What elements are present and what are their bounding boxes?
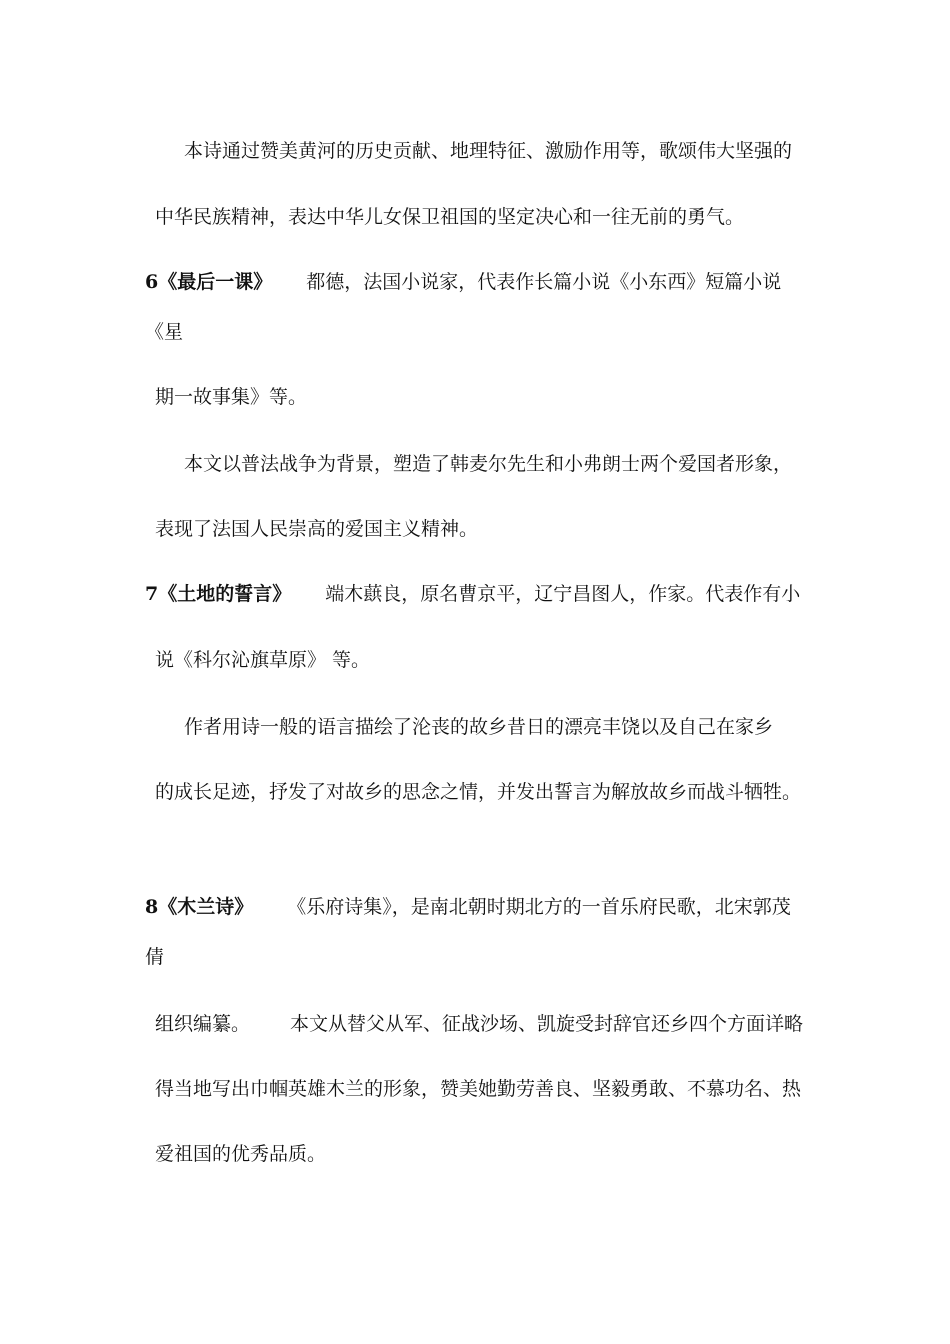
section7-title: 《土地的誓言》: [158, 583, 292, 605]
section6-summary-line2: 表现了法国人民崇高的爱国主义精神。: [155, 518, 479, 540]
section8-heading: [145, 895, 791, 919]
section7-summary-line2: 的成长足迹，抒发了对故乡的思念之情，并发出誓言为解放故乡而战斗牺牲。: [155, 781, 802, 803]
section7-number: 7: [145, 583, 159, 605]
section8-summary-line3: 爱祖国的优秀品质。: [155, 1143, 327, 1165]
section7-author-line2: 说《科尔沁旗草原》 等。: [155, 649, 371, 671]
section6-summary-line1: 本文以普法战争为背景，塑造了韩麦尔先生和小弗朗士两个爱国者形象，: [184, 453, 793, 475]
section8-line3: [155, 1012, 803, 1036]
section8-author-line1: 《乐府诗集》，是南北朝时期北方的一首乐府民歌，北宋郭茂: [287, 896, 791, 918]
section8-title: 《木兰诗》: [158, 896, 254, 918]
section7-summary-line1: 作者用诗一般的语言描绘了沦丧的故乡昔日的漂亮丰饶以及自己在家乡: [184, 716, 774, 738]
section5-summary-line2: 中华民族精神，表达中华儿女保卫祖国的坚定决心和一往无前的勇气。: [155, 206, 745, 228]
section8-number: 8: [145, 896, 159, 918]
section8-summary-line1: 本文从替父从军、征战沙场、凯旋受封辞官还乡四个方面详略: [290, 1013, 804, 1035]
section8-author-line2: 倩: [145, 946, 165, 968]
section6-title: 《最后一课》: [158, 271, 273, 293]
section6-author-line3: 期一故事集》等。: [155, 386, 308, 408]
section5-summary-line1: 本诗通过赞美黄河的历史贡献、地理特征、激励作用等，歌颂伟大坚强的: [184, 140, 793, 162]
section6-heading: [145, 270, 781, 294]
section6-author-line2: 《星: [145, 321, 184, 343]
section7-heading: [145, 582, 800, 606]
section8-author-line3: 组织编纂。: [155, 1013, 251, 1035]
section8-summary-line2: 得当地写出巾帼英雄木兰的形象，赞美她勤劳善良、坚毅勇敢、不慕功名、热: [155, 1078, 802, 1100]
section6-author-line1: 都德，法国小说家，代表作长篇小说《小东西》短篇小说: [306, 271, 782, 293]
section6-number: 6: [145, 271, 159, 293]
section7-author-line1: 端木蕻良，原名曹京平，辽宁昌图人，作家。代表作有小: [325, 583, 801, 605]
